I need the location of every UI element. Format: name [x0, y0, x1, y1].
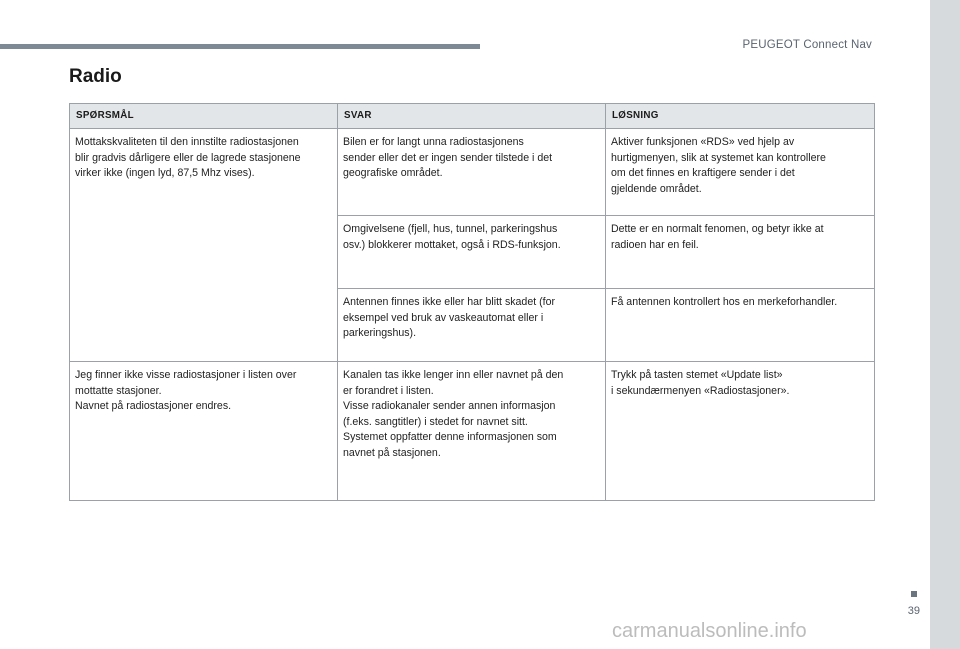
page-number: 39: [907, 605, 920, 617]
solution-cell: [606, 129, 875, 216]
table-row: [70, 129, 875, 216]
question-line: Mottakskvaliteten til den innstilte radiostasjonen: [75, 136, 299, 148]
solution-line: om det finnes en kraftigere sender i det: [611, 167, 795, 179]
answer-cell: [338, 216, 606, 289]
question-line: blir gradvis dårligere eller de lagrede stasjonene: [75, 151, 301, 164]
solution-cell: [606, 216, 875, 289]
answer-line: parkeringshus).: [343, 327, 417, 339]
question-line: virker ikke (ingen lyd, 87,5 Mhz vises).: [75, 167, 255, 179]
solution-cell: [606, 362, 875, 501]
header-question: SPØRSMÅL: [70, 104, 338, 129]
answer-cell: [338, 289, 606, 362]
header-rule: [0, 44, 480, 49]
brand-label: PEUGEOT Connect Nav: [742, 39, 872, 51]
answer-line: Visse radiokanaler sender annen informasjon: [343, 400, 556, 412]
header-answer: SVAR: [338, 104, 606, 129]
solution-line: Trykk på tasten stemet «Update list»: [611, 369, 783, 381]
answer-line: navnet på stasjonen.: [343, 446, 441, 459]
question-line: mottatte stasjoner.: [75, 384, 162, 397]
question-line: Navnet på radiostasjoner endres.: [75, 400, 232, 412]
solution-line: radioen har en feil.: [611, 238, 699, 251]
solution-line: i sekundærmenyen «Radiostasjoner».: [611, 384, 790, 397]
page-marker-icon: [911, 591, 917, 597]
header-solution: LØSNING: [606, 104, 875, 129]
answer-line: Bilen er for langt unna radiostasjonens: [343, 136, 524, 148]
question-cell: [70, 129, 338, 362]
page-title: Radio: [69, 66, 122, 87]
table-header-row: [70, 104, 875, 129]
page-edge-strip: [930, 0, 960, 649]
answer-line: osv.) blokkerer mottaket, også i RDS-funksjon.: [343, 238, 561, 251]
solution-line: Dette er en normalt fenomen, og betyr ikke at: [611, 223, 824, 235]
solution-cell: [606, 289, 875, 362]
answer-line: Antennen finnes ikke eller har blitt skadet (for: [343, 296, 555, 308]
watermark: carmanualsonline.info: [612, 620, 807, 642]
answer-cell: [338, 129, 606, 216]
solution-line: gjeldende området.: [611, 182, 702, 195]
solution-line: hurtigmenyen, slik at systemet kan kontrollere: [611, 151, 826, 164]
answer-line: eksempel ved bruk av vaskeautomat eller i: [343, 311, 544, 324]
solution-line: Få antennen kontrollert hos en merkeforhandler.: [611, 296, 838, 308]
answer-line: geografiske området.: [343, 167, 443, 179]
faq-table: [69, 103, 875, 501]
answer-line: sender eller det er ingen sender tilstede i det: [343, 151, 553, 164]
answer-line: Kanalen tas ikke lenger inn eller navnet på den: [343, 369, 564, 381]
answer-line: Omgivelsene (fjell, hus, tunnel, parkeringshus: [343, 223, 558, 235]
answer-line: er forandret i listen.: [343, 384, 434, 397]
answer-cell: [338, 362, 606, 501]
answer-line: Systemet oppfatter denne informasjonen som: [343, 431, 557, 443]
answer-line: (f.eks. sangtitler) i stedet for navnet sitt.: [343, 415, 528, 428]
table-row: [70, 362, 875, 501]
question-line: Jeg finner ikke visse radiostasjoner i listen over: [75, 369, 297, 381]
question-cell: [70, 362, 338, 501]
solution-line: Aktiver funksjonen «RDS» ved hjelp av: [611, 136, 795, 148]
